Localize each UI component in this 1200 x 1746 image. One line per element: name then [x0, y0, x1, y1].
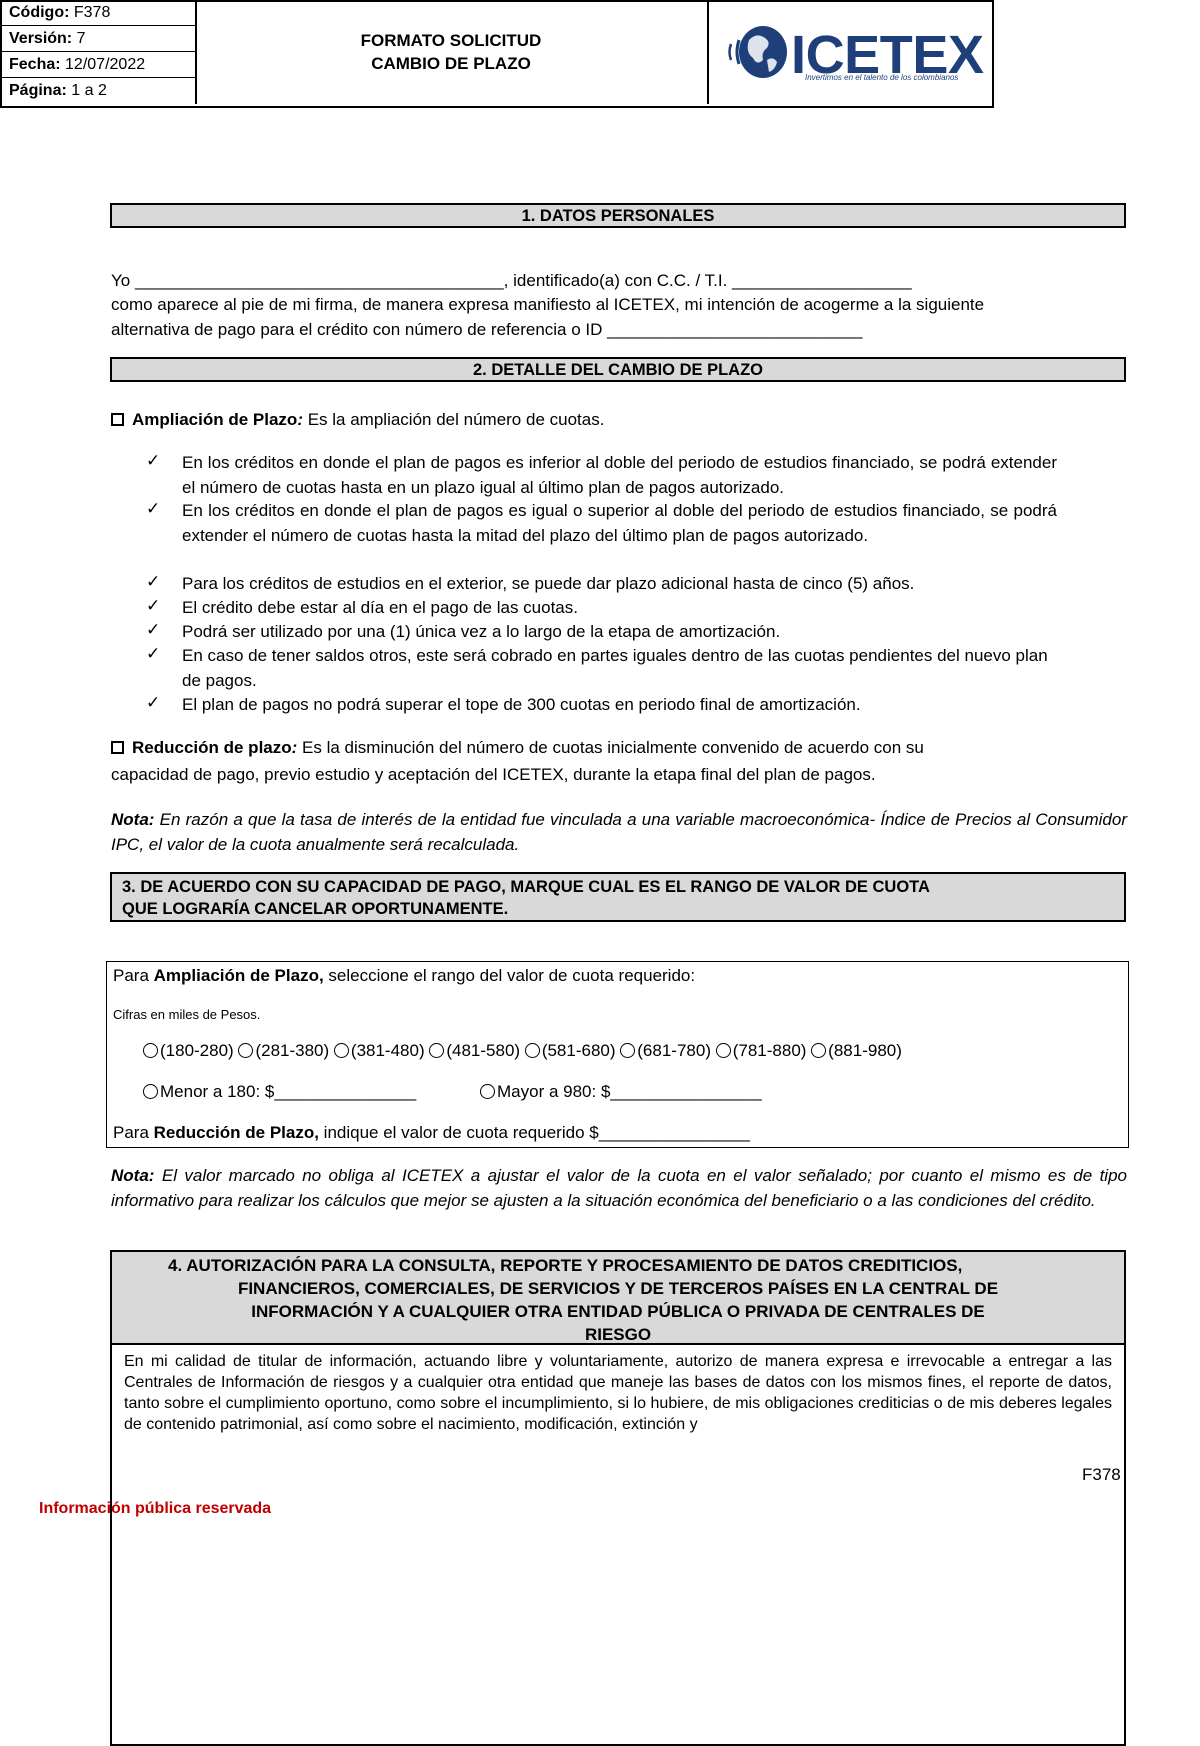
- reduccion-checkbox[interactable]: [111, 741, 124, 754]
- menor-option[interactable]: Menor a 180: $_______________: [143, 1082, 416, 1102]
- section-2-title: 2. DETALLE DEL CAMBIO DE PLAZO: [110, 357, 1126, 382]
- range-option[interactable]: (681-780): [620, 1041, 711, 1060]
- range-option[interactable]: (381-480): [334, 1041, 425, 1060]
- check-icon: ✓: [146, 596, 161, 615]
- ampliacion-option[interactable]: Ampliación de Plazo: Es la ampliación del número de cuotas.: [111, 408, 1127, 433]
- icetex-logo: [709, 0, 990, 104]
- version-row: Versión: 7: [0, 26, 195, 52]
- document-title: FORMATO SOLICITUD CAMBIO DE PLAZO: [195, 0, 709, 104]
- classification-label: Información pública reservada: [39, 1500, 272, 1517]
- range-option[interactable]: (281-380): [238, 1041, 329, 1060]
- mayor-option[interactable]: Mayor a 980: $________________: [480, 1082, 762, 1102]
- globe-arc-left: [737, 40, 739, 64]
- section-3-title: 3. DE ACUERDO CON SU CAPACIDAD DE PAGO, MARQUE CUAL ES EL RANGO DE VALOR DE CUOTA QUE LOGRARÍA CANCELAR OPORTUNAMENTE.: [110, 872, 1126, 922]
- footer-code: F378: [1082, 1465, 1121, 1484]
- radio-icon[interactable]: [525, 1043, 540, 1058]
- logo-tagline: Invertimos en el talento de los colombianos: [805, 73, 959, 82]
- range-option[interactable]: (881-980): [811, 1041, 902, 1060]
- list-item: En los créditos en donde el plan de pagos es igual o superior al doble del periodo de estudios financiado, se podrá extender el número de cuotas hasta la mitad del plazo del último plan de pagos autorizado.: [182, 501, 1057, 545]
- nota-valor: Nota: El valor marcado no obliga al ICETEX a ajustar el valor de la cuota en el valor señalado; por cuanto el mismo es de tipo informativo para realizar los cálculos que mejor se ajusten a la situación económica del beneficiario o a las condiciones del crédito.: [111, 1166, 1127, 1210]
- section-1-title: 1. DATOS PERSONALES: [110, 203, 1126, 228]
- icetex-logo-graphic: [709, 0, 990, 104]
- list-item: El plan de pagos no podrá superar el tope de 300 cuotas en periodo final de amortización.: [182, 695, 861, 714]
- header-table: [0, 0, 994, 108]
- range-option[interactable]: (180-280): [143, 1041, 234, 1060]
- radio-icon[interactable]: [480, 1084, 495, 1099]
- radio-icon[interactable]: [429, 1043, 444, 1058]
- radio-icon[interactable]: [334, 1043, 349, 1058]
- range-option[interactable]: (781-880): [716, 1041, 807, 1060]
- globe-arc-outer: [730, 44, 732, 60]
- pagina-row: Página: 1 a 2: [9, 82, 107, 99]
- radio-icon[interactable]: [716, 1043, 731, 1058]
- check-icon: ✓: [146, 499, 161, 518]
- section-4: [110, 1250, 1126, 1746]
- ampliacion-range-instruction: Para Ampliación de Plazo, seleccione el rango del valor de cuota requerido:: [113, 966, 696, 985]
- check-icon: ✓: [146, 693, 161, 712]
- list-item: Podrá ser utilizado por una (1) única vez a lo largo de la etapa de amortización.: [182, 622, 781, 641]
- radio-icon[interactable]: [238, 1043, 253, 1058]
- range-option[interactable]: (481-580): [429, 1041, 520, 1060]
- logo-wordmark: ICETEX: [791, 25, 983, 85]
- reduccion-option[interactable]: Reducción de plazo: Es la disminución del número de cuotas inicialmente convenido de acuerdo con su capacidad de pago, previo estudio y aceptación del ICETEX, durante la etapa final del plan de pagos.: [111, 738, 924, 784]
- check-icon: ✓: [146, 451, 161, 470]
- section-4-title: 4. AUTORIZACIÓN PARA LA CONSULTA, REPORTE Y PROCESAMIENTO DE DATOS CREDITICIOS, FINANCIEROS, COMERCIALES, DE SERVICIOS Y DE TERCEROS PAÍSES EN LA CENTRAL DE INFORMACIÓN Y A CUALQUIER OTRA ENTIDAD PÚBLICA O PRIVADA DE CENTRALES DE RIESGO: [112, 1252, 1124, 1345]
- range-option[interactable]: (581-680): [525, 1041, 616, 1060]
- check-icon: ✓: [146, 644, 161, 663]
- reduccion-value-field[interactable]: Para Reducción de Plazo, indique el valor de cuota requerido $________________: [113, 1123, 750, 1142]
- check-icon: ✓: [146, 572, 161, 591]
- document-metadata: [0, 0, 197, 104]
- radio-icon[interactable]: [143, 1043, 158, 1058]
- radio-icon[interactable]: [620, 1043, 635, 1058]
- ampliacion-checkbox[interactable]: [111, 413, 124, 426]
- fecha-row: Fecha: 12/07/2022: [0, 52, 195, 78]
- list-item: El crédito debe estar al día en el pago de las cuotas.: [182, 598, 578, 617]
- list-item: En los créditos en donde el plan de pagos es inferior al doble del periodo de estudios financiado, se podrá extender el número de cuotas hasta en un plazo igual al último plan de pagos autorizado.: [182, 453, 1057, 497]
- nota-ipc: Nota: En razón a que la tasa de interés de la entidad fue vinculada a una variable macroeconómica- Índice de Precios al Consumidor IPC, el valor de la cuota anualmente será recalculada.: [111, 810, 1127, 854]
- check-icon: ✓: [146, 620, 161, 639]
- authorization-text: En mi calidad de titular de información, actuando libre y voluntariamente, autorizo de manera expresa e irrevocable a entregar a las Centrales de Información de riesgos y a cualquier otra entidad que maneje las bases de datos con los mismos fines, el reporte de datos, tanto sobre el cumplimiento oportuno, como sobre el incumplimiento, si lo hubiere, de mis obligaciones crediticias o de mis deberes legales de contenido patrimonial, así como sobre el nacimiento, modificación, extinción y: [124, 1353, 1112, 1433]
- reference-id-line[interactable]: alternativa de pago para el crédito con número de referencia o ID ___________________________: [111, 320, 863, 339]
- list-item: Para los créditos de estudios en el exterior, se puede dar plazo adicional hasta de cinco (5) años.: [182, 574, 915, 593]
- codigo-row: Código: F378: [0, 0, 195, 26]
- radio-icon[interactable]: [811, 1043, 826, 1058]
- name-id-line[interactable]: Yo _______________________________________, identificado(a) con C.C. / T.I. ___________________: [111, 271, 912, 290]
- cifras-note: Cifras en miles de Pesos.: [113, 1007, 261, 1022]
- cuota-range-box: [106, 961, 1129, 1148]
- declaration-line: como aparece al pie de mi firma, de manera expresa manifiesto al ICETEX, mi intención de acogerme a la siguiente: [111, 295, 985, 314]
- radio-icon[interactable]: [143, 1084, 158, 1099]
- list-item: En caso de tener saldos otros, este será cobrado en partes iguales dentro de las cuotas pendientes del nuevo plan de pagos.: [182, 646, 1048, 690]
- range-options: [143, 1041, 902, 1061]
